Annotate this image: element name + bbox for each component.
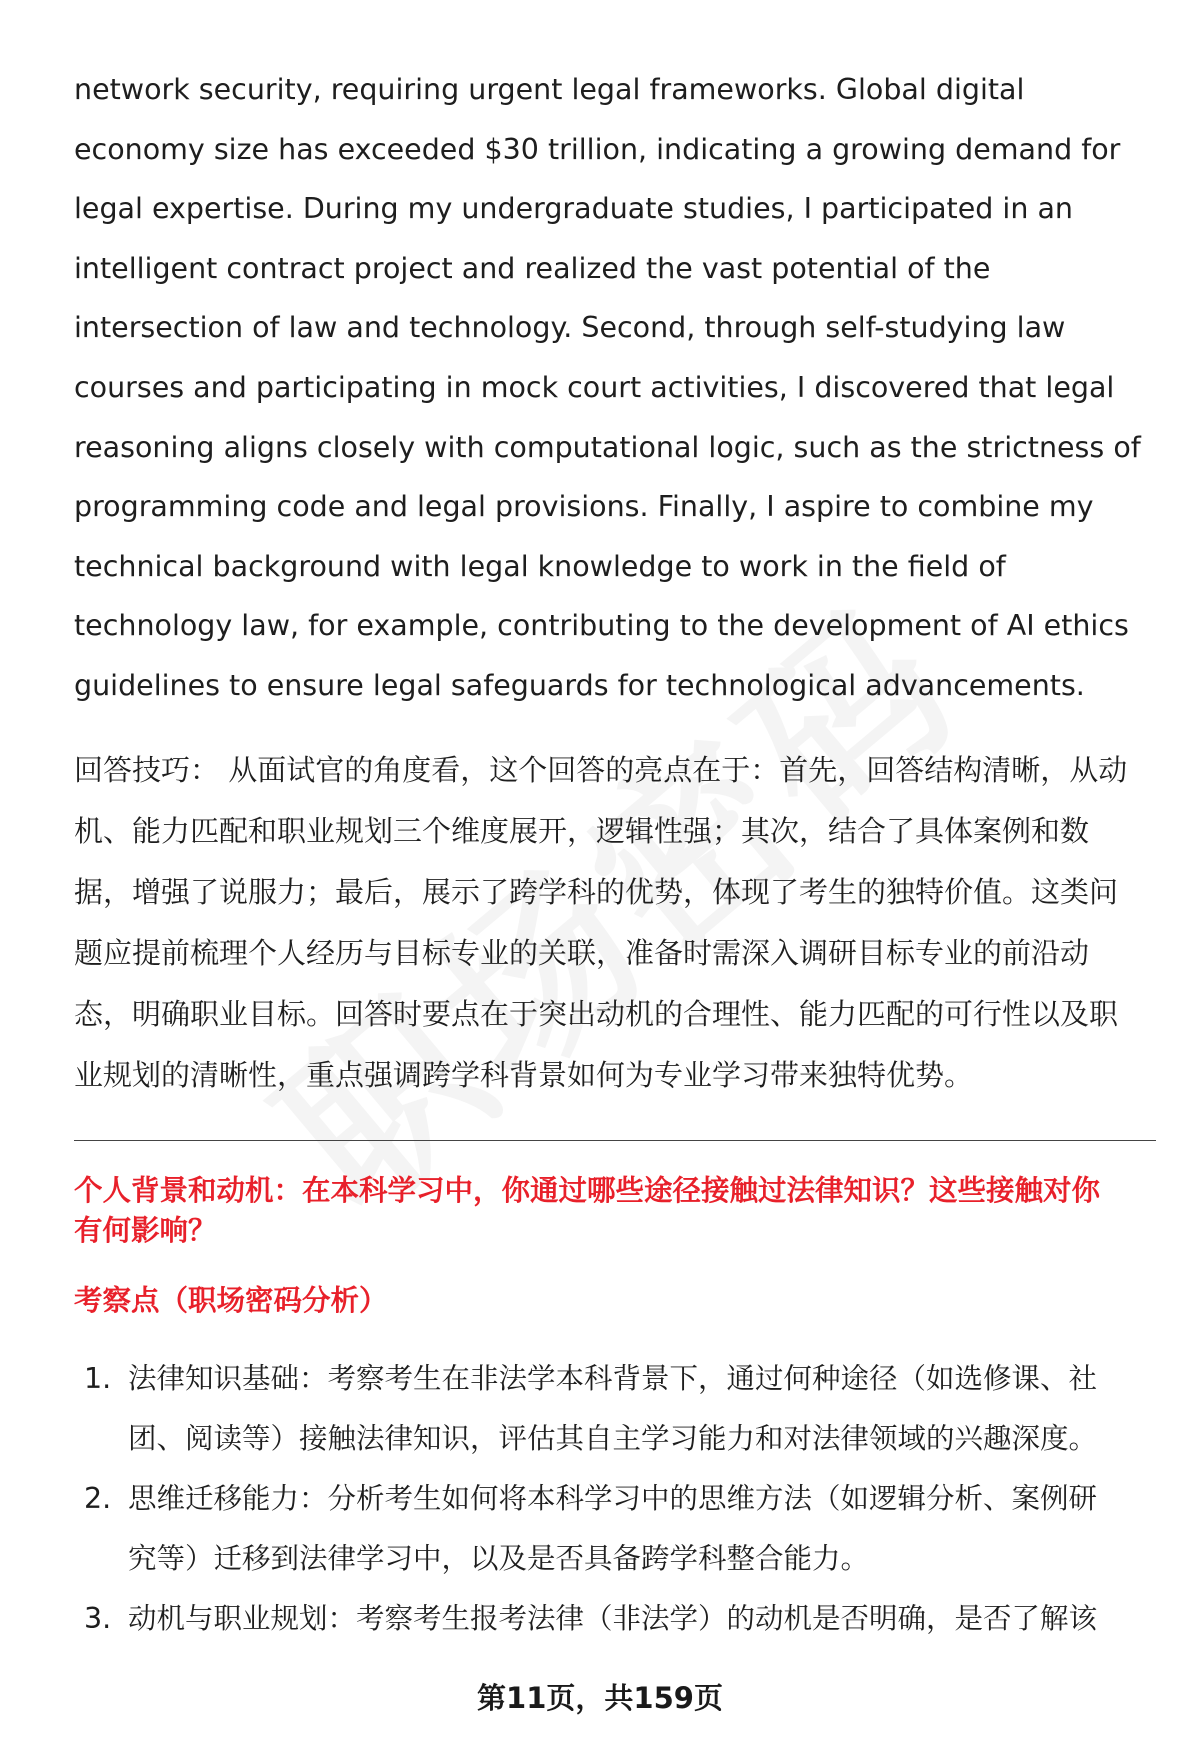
answer-line: technical background with legal knowledge to work in the field of bbox=[74, 549, 1006, 583]
answer-paragraph bbox=[74, 60, 1154, 716]
question-line: 有何影响？ bbox=[74, 1213, 217, 1247]
answer-line: intersection of law and technology. Second, through self-studying law bbox=[74, 311, 1066, 345]
list-item-line: 法律知识基础：考察考生在非法学本科背景下，通过何种途径（如选修课、社 bbox=[128, 1361, 1098, 1395]
answer-line: economy size has exceeded $30 trillion, indicating a growing demand for bbox=[74, 132, 1121, 166]
list-item bbox=[74, 1349, 1154, 1469]
tips-line: 机、能力匹配和职业规划三个维度展开，逻辑性强；其次，结合了具体案例和数 bbox=[74, 813, 1090, 848]
answer-line: reasoning aligns closely with computational logic, such as the strictness of bbox=[74, 430, 1141, 464]
list-number: 3. bbox=[84, 1601, 112, 1635]
answer-line: network security, requiring urgent legal frameworks. Global digital bbox=[74, 73, 1025, 106]
assessment-points-list bbox=[74, 1349, 1154, 1649]
answer-tips bbox=[74, 740, 1154, 1106]
answer-line: technology law, for example, contributing to the development of AI ethics bbox=[74, 609, 1129, 643]
answer-line: legal expertise. During my undergraduate studies, I participated in an bbox=[74, 192, 1073, 226]
list-item bbox=[74, 1589, 1154, 1649]
question-line: 个人背景和动机：在本科学习中，你通过哪些途径接触过法律知识？这些接触对你 bbox=[74, 1173, 1101, 1207]
page-number-footer: 第11页，共159页 bbox=[477, 1681, 723, 1715]
tips-line: 题应提前梳理个人经历与目标专业的关联，准备时需深入调研目标专业的前沿动 bbox=[74, 935, 1090, 970]
assessment-points-title: 考察点（职场密码分析） bbox=[74, 1283, 388, 1317]
answer-line: guidelines to ensure legal safeguards for technological advancements. bbox=[74, 668, 1085, 702]
question-heading bbox=[74, 1171, 1154, 1251]
tips-line: 态，明确职业目标。回答时要点在于突出动机的合理性、能力匹配的可行性以及职 bbox=[74, 996, 1119, 1031]
section-divider bbox=[74, 1140, 1156, 1141]
tips-line: 据，增强了说服力；最后，展示了跨学科的优势，体现了考生的独特价值。这类问 bbox=[74, 874, 1119, 909]
list-item-line: 思维迁移能力：分析考生如何将本科学习中的思维方法（如逻辑分析、案例研 bbox=[128, 1481, 1098, 1515]
list-item-line: 团、阅读等）接触法律知识，评估其自主学习能力和对法律领域的兴趣深度。 bbox=[128, 1421, 1098, 1455]
answer-line: intelligent contract project and realized the vast potential of the bbox=[74, 251, 991, 285]
page-content bbox=[74, 60, 1154, 1665]
tips-line: 回答技巧： 从面试官的角度看，这个回答的亮点在于：首先，回答结构清晰，从动 bbox=[74, 752, 1128, 787]
tips-line: 业规划的清晰性，重点强调跨学科背景如何为专业学习带来独特优势。 bbox=[74, 1057, 974, 1092]
list-item-line: 究等）迁移到法律学习中，以及是否具备跨学科整合能力。 bbox=[128, 1541, 870, 1575]
list-number: 1. bbox=[84, 1361, 112, 1395]
list-item bbox=[74, 1469, 1154, 1589]
list-item-line: 动机与职业规划：考察考生报考法律（非法学）的动机是否明确，是否了解该 bbox=[128, 1601, 1098, 1635]
list-number: 2. bbox=[84, 1481, 112, 1515]
answer-line: programming code and legal provisions. Finally, I aspire to combine my bbox=[74, 490, 1094, 524]
answer-line: courses and participating in mock court activities, I discovered that legal bbox=[74, 370, 1115, 404]
